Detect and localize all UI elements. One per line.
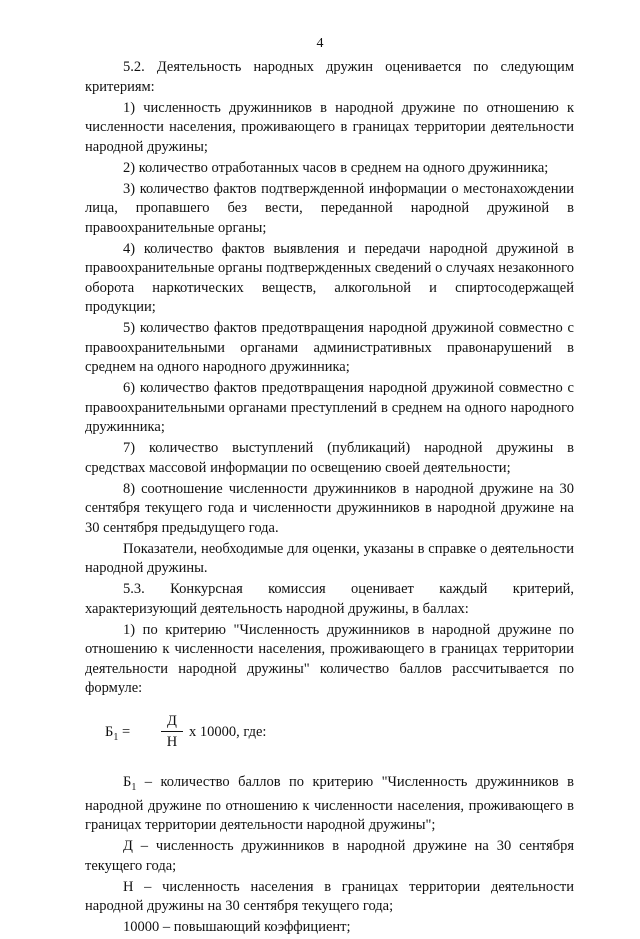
criterion-8: 8) соотношение численности дружинников в народной дружине на 30 сентября текущего года и численности дружинников в народной дружине на 30 сентября предыдущего года.	[85, 480, 574, 536]
fraction-bar	[161, 731, 183, 732]
indicators-note: Показатели, необходимые для оценки, указаны в справке о деятельности народной дружины.	[85, 540, 574, 576]
criterion-5: 5) количество фактов предотвращения народной дружиной совместно с правоохранительными органами административных правонарушений в среднем на одного народного дружинника;	[85, 320, 574, 375]
formula-denominator: Н	[166, 733, 178, 750]
definition-coefficient: 10000 – повышающий коэффициент;	[123, 919, 351, 936]
page-number: 4	[316, 36, 324, 51]
definition-d: Д – численность дружинников в народной дружине на 30 сентября текущего года;	[85, 838, 574, 874]
definition-b1: $Б_1$ – количество баллов по критерию "Численность дружинников в народной дружине по отношению к численности населения, проживающего в границах территории деятельности народной дружины";	[85, 773, 574, 834]
paragraph-5-3: 5.3. Конкурсная комиссия оценивает каждый критерий, характеризующий деятельность народной дружины, в баллах:	[85, 581, 574, 617]
document-body	[85, 58, 574, 939]
criterion-7: 7) количество выступлений (публикаций) народной дружины в средствах массовой информации по освещению своей деятельности;	[85, 440, 574, 476]
criterion-2: 2) количество отработанных часов в среднем на одного дружинника;	[123, 159, 549, 176]
formula-lhs: $Б_1$ =	[105, 723, 131, 743]
definition-n: Н – численность населения в границах территории деятельности народной дружины на 30 сентября текущего года;	[85, 878, 574, 915]
formula	[85, 711, 574, 757]
formula-numerator: Д	[167, 712, 177, 729]
formula-fraction	[161, 712, 183, 751]
scoring-criterion-1: 1) по критерию "Численность дружинников в народной дружине по отношению к численности населения, проживающего в границах территории деятельности народной дружины" количество баллов рассчитывается по формуле:	[85, 621, 574, 696]
formula-rhs: x 10000, где:	[189, 723, 267, 740]
criterion-4: 4) количество фактов выявления и передачи народной дружиной в правоохранительные органы подтвержденных сведений о случаях незаконного оборота наркотических веществ, алкогольной и спиртосодержащей продукции;	[85, 240, 574, 315]
criterion-6: 6) количество фактов предотвращения народной дружиной совместно с правоохранительными органами преступлений в среднем на одного народного дружинника;	[85, 380, 574, 435]
criterion-1: 1) численность дружинников в народной дружине по отношению к численности населения, проживающего в границах территории деятельности народной дружины;	[85, 99, 574, 155]
criterion-3: 3) количество фактов подтвержденной информации о местонахождении лица, пропавшего без вести, переданной народной дружиной в правоохранительные органы;	[85, 180, 574, 236]
paragraph-5-2: 5.2. Деятельность народных дружин оценивается по следующим критериям:	[85, 59, 574, 95]
